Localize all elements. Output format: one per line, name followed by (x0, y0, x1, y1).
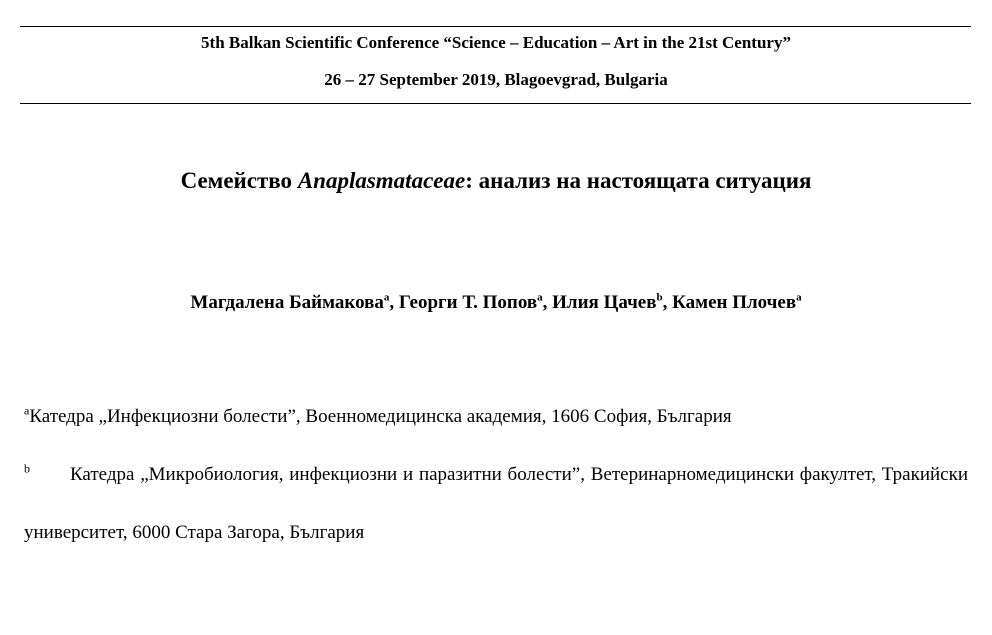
title-taxon: Anaplasmataceae (297, 168, 466, 193)
affiliation-text: Катедра „Инфекциозни болести”, Военномедицинска академия, 1606 София, България (29, 406, 732, 427)
header-top-rule (20, 26, 971, 27)
title-prefix: Семейство (180, 168, 298, 193)
author-affiliation-mark: a (796, 291, 802, 304)
author-name: Камен Плочев (672, 292, 797, 313)
header-bottom-rule (20, 103, 971, 104)
author-affiliation-mark: b (656, 291, 663, 304)
author-separator: , (662, 292, 673, 313)
affiliation-mark: a (24, 403, 30, 418)
affiliation-text: Катедра „Микробиология, инфекциозни и паразитни болести”, Ветеринарномедицински факултет, Тракийски университет, 6000 Стара Загора, България (24, 464, 968, 543)
affiliation-a (24, 388, 968, 446)
affiliation-mark: b (24, 461, 30, 476)
author-name: Илия Цачев (552, 292, 657, 313)
author-separator: , (542, 292, 553, 313)
title-suffix: : анализ на настоящата ситуация (465, 168, 812, 193)
author-separator: , (389, 292, 399, 313)
author-list (0, 290, 992, 316)
author-affiliation-mark: a (383, 291, 390, 304)
conference-date-place: 26 – 27 September 2019, Blagoevgrad, Bulgaria (324, 70, 668, 89)
author-affiliation-mark: a (537, 291, 543, 304)
affiliation-b (24, 446, 968, 562)
author-name: Георги Т. Попов (398, 292, 538, 313)
paper-title (0, 167, 992, 195)
author-name: Магдалена Баймакова (190, 292, 384, 313)
conference-title: 5th Balkan Scientific Conference “Science – Education – Art in the 21st Century” (201, 33, 791, 52)
